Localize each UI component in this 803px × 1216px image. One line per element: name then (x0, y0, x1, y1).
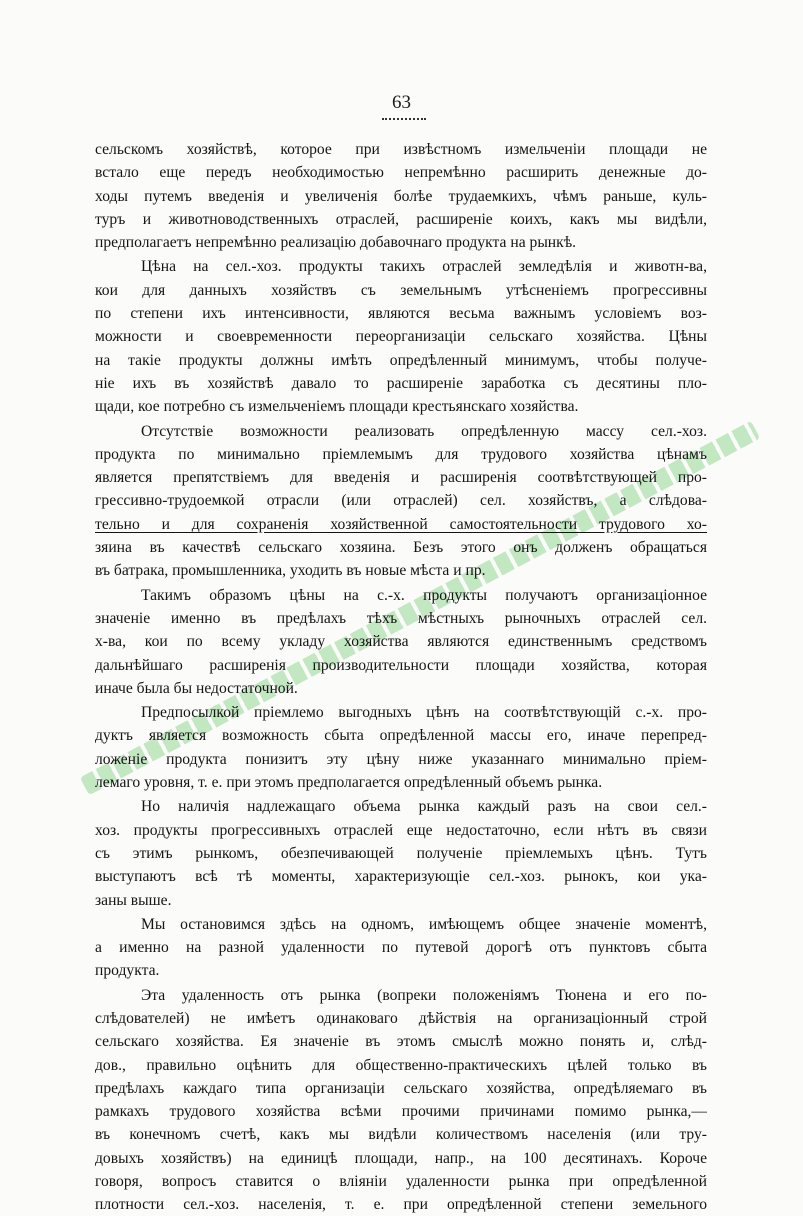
text-line: Отсутствіе возможности реализовать опредѣленную массу сел.-хоз. (141, 422, 707, 440)
text-line: дов., правильно оцѣнить для общественно-практическихъ цѣлей только въ (95, 1056, 707, 1074)
page-number-rule (382, 118, 426, 120)
paragraph-3 (95, 420, 707, 583)
paragraph-7 (95, 913, 707, 983)
text-line: на такіе продукты должны имѣть опредѣленный минимумъ, чтобы получе- (95, 351, 707, 369)
text-line: лемаго уровня, т. е. при этомъ предполагается опредѣленный объемъ рынка. (95, 774, 603, 792)
paragraph-1 (95, 138, 707, 254)
text-line: хоз. продукты прогрессивныхъ отраслей еще недостаточно, если нѣтъ въ связи (95, 821, 707, 839)
text-line: можности и своевременности переорганизаціи сельскаго хозяйства. Цѣны (95, 328, 707, 346)
text-line: туръ и животноводственныхъ отраслей, расширеніе коихъ, какъ мы видѣли, (95, 210, 707, 228)
text-line: кои для данныхъ хозяйствъ съ земельнымъ утѣсненіемъ прогрессивны (95, 281, 707, 299)
text-line: говоря, вопросъ ставится о вліяніи удаленности рынка при опредѣленной (95, 1173, 707, 1191)
text-line: встало еще передъ необходимостью непремѣнно расширить денежные до- (95, 164, 707, 182)
text-line: по степени ихъ интенсивности, являются весьма важнымъ условіемъ воз- (95, 305, 707, 323)
paragraph-5 (95, 701, 707, 794)
text-line: предполагаетъ непремѣнно реализацію добавочнаго продукта на рынкѣ. (95, 234, 577, 252)
text-line: довыхъ хозяйствъ) на единицѣ площади, напр., на 100 десятинахъ. Короче (95, 1149, 707, 1167)
text-line: грессивно-трудоемкой отрасли (или отраслей) сел. хозяйствъ, а слѣдова- (95, 492, 707, 510)
text-line: сельскомъ хозяйствѣ, которое при извѣстномъ измельченіи площади не (95, 141, 707, 158)
text-line: въ батрака, промышленника, уходить въ новые мѣста и пр. (95, 562, 486, 580)
text-line: дуктъ является возможность сбыта опредѣленной массы его, иначе перепред- (95, 727, 707, 745)
text-line: зяина въ качествѣ сельскаго хозяина. Безъ этого онъ долженъ обращаться (95, 539, 707, 557)
text-line: Но наличія надлежащаго объема рынка каждый разъ на свои сел.- (141, 798, 707, 816)
text-line: дальнѣйшаго расширенія производительности площади хозяйства, которая (95, 656, 707, 674)
text-line: х-ва, кои по всему укладу хозяйства являются единственнымъ средствомъ (95, 633, 707, 651)
text-line: Такимъ образомъ цѣны на с.-х. продукты получаютъ организаціонное (141, 586, 707, 604)
text-line: продукта. (95, 962, 160, 980)
text-line-underlined: тельно и для сохраненія хозяйственной самостоятельности трудового хо- (95, 515, 707, 533)
text-line: ніе ихъ въ хозяйствѣ давало то расширеніе заработка съ десятины пло- (95, 374, 707, 392)
text-line: ходы путемъ введенія и увеличенія болѣе трудаемкихъ, чѣмъ раньше, куль- (95, 187, 707, 205)
text-line: продукта по минимально пріемлемымъ для трудового хозяйства цѣнамъ (95, 445, 707, 463)
text-line: Мы остановимся здѣсь на одномъ, имѣющемъ общее значеніе моментѣ, (141, 915, 707, 933)
text-line: плотности сел.-хоз. населенія, т. е. при опредѣленной степени земельного (95, 1196, 707, 1214)
text-line: а именно на разной удаленности по путевой дорогѣ отъ пунктовъ сбыта (95, 939, 707, 957)
text-line: щади, кое потребно съ измельченіемъ площади крестьянскаго хозяйства. (95, 398, 579, 416)
text-line: иначе была бы недостаточной. (95, 679, 298, 697)
text-line: предѣлахъ каждаго типа организаціи сельскаго хозяйства, опредѣляемаго въ (95, 1079, 707, 1097)
page-number: 63 (392, 92, 411, 113)
paragraph-2 (95, 255, 707, 418)
text-line: Цѣна на сел.-хоз. продукты такихъ отраслей земледѣлія и животн-ва, (141, 258, 707, 276)
text-line: является препятствіемъ для введенія и расширенія соотвѣтствующей про- (95, 469, 707, 487)
text-line: значеніе именно въ предѣлахъ тѣхъ мѣстныхъ рыночныхъ отраслей сел. (95, 609, 707, 627)
paragraph-8 (95, 984, 707, 1216)
text-line: ложеніе продукта понизитъ эту цѣну ниже указаннаго минимально пріем- (95, 750, 707, 768)
text-line: въ конечномъ счетѣ, какъ мы видѣли количествомъ населенія (или тру- (95, 1126, 707, 1144)
paragraph-6 (95, 795, 707, 911)
text-line: слѣдователей) не имѣетъ одинаковаго дѣйствія на организаціонный строй (95, 1009, 707, 1027)
body-text (95, 138, 707, 1216)
text-line: выступаютъ всѣ тѣ моменты, характеризующіе сел.-хоз. рынокъ, кои ука- (95, 868, 707, 886)
paragraph-4 (95, 584, 707, 700)
text-line: Эта удаленность отъ рынка (вопреки положеніямъ Тюнена и его по- (141, 986, 707, 1004)
text-line: съ этимъ рынкомъ, обезпечивающей полученіе пріемлемыхъ цѣнъ. Тутъ (95, 844, 707, 862)
text-line: заны выше. (95, 891, 172, 909)
text-line: сельскаго хозяйства. Ея значеніе въ этомъ смыслѣ можно понять и, слѣд- (95, 1033, 707, 1051)
text-line: рамкахъ трудового хозяйства всѣми прочими причинами помимо рынка,— (95, 1103, 707, 1121)
text-line: Предпосылкой пріемлемо выгодныхъ цѣнъ на соотвѣтствующій с.-х. про- (141, 704, 707, 722)
